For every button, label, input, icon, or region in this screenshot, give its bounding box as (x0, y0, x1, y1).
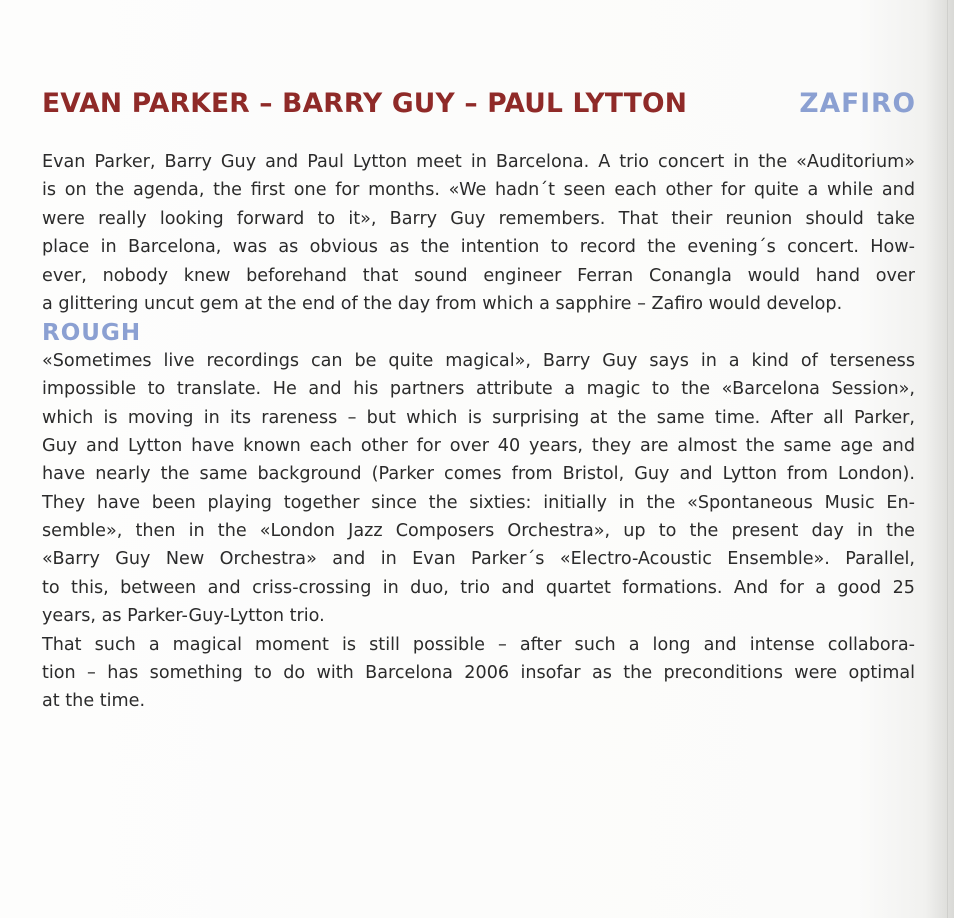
text-line: impossible to translate. He and his partners attribute a magic to the «Barcelona Session», (42, 379, 915, 400)
text-line: «Sometimes live recordings can be quite magical», Barry Guy says in a kind of terseness (42, 350, 915, 371)
text-line: They have been playing together since the sixties: initially in the «Spontaneous Music En- (42, 492, 915, 513)
text-line: have nearly the same background (Parker comes from Bristol, Guy and Lytton from London). (42, 464, 915, 485)
text-line: ever, nobody knew beforehand that sound engineer Ferran Conangla would hand over (42, 265, 915, 286)
text-line: a glittering uncut gem at the end of the day from which a sapphire – Zafiro would develop. (42, 293, 843, 314)
title-row (42, 88, 916, 128)
text-line: Guy and Lytton have known each other for over 40 years, they are almost the same age and (42, 435, 915, 456)
text-line: to this, between and criss-crossing in duo, trio and quartet formations. And for a good 25 (42, 577, 915, 598)
text-line: at the time. (42, 691, 146, 712)
text-line: which is moving in its rareness – but which is surprising at the same time. After all Parker, (42, 407, 915, 428)
text-line: were really looking forward to it», Barry Guy remembers. That their reunion should take (42, 208, 915, 229)
text-line: «Barry Guy New Orchestra» and in Evan Parker´s «Electro-Acoustic Ensemble». Parallel, (42, 549, 915, 570)
page-title: EVAN PARKER – BARRY GUY – PAUL LYTTON (42, 88, 688, 119)
text-line: is on the agenda, the first one for months. «We hadn´t seen each other for quite a while and (42, 180, 915, 201)
text-line: semble», then in the «London Jazz Composers Orchestra», up to the present day in the (42, 521, 915, 542)
text-line: years, as Parker-Guy-Lytton trio. (42, 606, 325, 627)
section-heading: ROUGH (42, 320, 142, 347)
page-edge (947, 0, 948, 918)
album-title: ZAFIRO (799, 88, 916, 119)
text-line: place in Barcelona, was as obvious as the intention to record the evening´s concert. How- (42, 237, 915, 258)
text-line: That such a magical moment is still possible – after such a long and intense collabora- (42, 634, 915, 655)
liner-notes-body (42, 148, 915, 716)
text-line: tion – has something to do with Barcelona 2006 insofar as the preconditions were optimal (42, 663, 915, 684)
text-line: Evan Parker, Barry Guy and Paul Lytton meet in Barcelona. A trio concert in the «Auditorium» (42, 152, 915, 172)
